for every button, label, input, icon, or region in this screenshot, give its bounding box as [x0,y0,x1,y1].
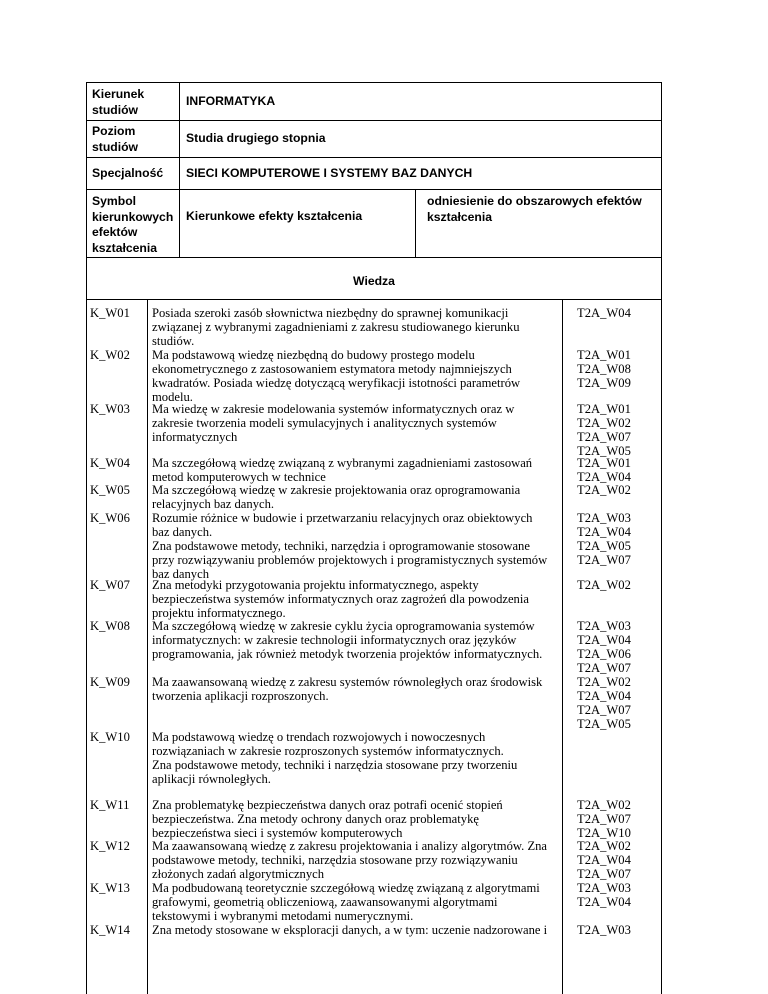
row-line: Ma wiedzę w zakresie modelowania systemów informatycznych oraz w [152,402,515,416]
row-line: bezpieczeństwa sieci i systemów komputerowych [152,826,403,841]
row-line: tekstowymi i wybranymi metodami numerycznymi. [152,909,414,924]
row-line: rozwiązaniach w zakresie rozproszonych systemów informatycznych. [152,744,504,759]
outcome-code: T2A_W07 [577,661,631,676]
row-description [152,578,558,620]
row-description [152,306,558,348]
poziom-label: Poziom studiów [92,124,139,154]
outcome-code: T2A_W10 [577,826,631,841]
row-code: K_W01 [90,306,130,320]
row-description [152,402,558,444]
outcome-code: T2A_W05 [577,444,631,459]
row-outcomes [577,483,631,497]
row-line: informatycznych: w zakresie technologii informatycznych oraz języków [152,633,517,648]
outcome-code: T2A_W05 [577,717,631,732]
outcome-code: T2A_W01 [577,402,631,416]
row-description [152,798,558,840]
row-line: baz danych [152,567,209,582]
row-line: zakresie tworzenia modeli symulacyjnych i analitycznych systemów [152,416,497,431]
row-outcomes [577,798,631,840]
row-line: związanej z wybranymi zagadnieniami z zakresu studiowanego kierunku [152,320,520,335]
row-outcomes [577,619,631,675]
outcome-code: T2A_W04 [577,689,631,704]
row-outcomes [577,456,631,484]
outcome-code: T2A_W04 [577,895,631,910]
specjalnosc-value: SIECI KOMPUTEROWE I SYSTEMY BAZ DANYCH [186,166,473,180]
outcome-code: T2A_W04 [577,525,631,540]
outcome-code: T2A_W04 [577,853,631,868]
row-line: grafowymi, geometrią obliczeniową, zaawansowanymi algorytmami [152,895,498,910]
row-outcomes [577,675,631,731]
row-line: tworzenia aplikacji rozproszonych. [152,689,329,704]
col-symbol-header: Symbol kierunkowych efektów kształcenia [92,194,174,255]
outcome-code: T2A_W02 [577,839,631,853]
row-line: programowania, jak również metodyk tworzenia projektów informatycznych. [152,647,543,662]
row-code: K_W05 [90,483,130,497]
row-line: aplikacji równoległych. [152,772,271,787]
row-line: metod komputerowych w technice [152,470,326,485]
row-code: K_W08 [90,619,130,633]
outcome-code: T2A_W02 [577,483,631,497]
row-line: baz danych. [152,525,213,540]
outcome-code: T2A_W02 [577,416,631,431]
row-code: K_W03 [90,402,130,416]
outcome-code: T2A_W07 [577,812,631,827]
row-outcomes [577,923,631,937]
row-line: ekonometrycznego z zastosowaniem estymatora metody najmniejszych [152,362,512,377]
section-title: Wiedza [353,274,395,288]
poziom-value: Studia drugiego stopnia [186,131,326,145]
row-code: K_W06 [90,511,130,525]
row-line: Ma szczegółową wiedzę związaną z wybranymi zagadnieniami zastosowań [152,456,533,470]
row-code: K_W12 [90,839,130,853]
row-code: K_W10 [90,730,130,744]
row-code: K_W04 [90,456,130,470]
row-description [152,348,558,404]
row-line: podstawowe metody, techniki, narzędzia stosowane przy rozwiązywaniu [152,853,518,868]
row-line: Ma podstawową wiedzę niezbędną do budowy prostego modelu [152,348,475,362]
outcome-code: T2A_W03 [577,923,631,937]
row-outcomes [577,348,631,390]
row-line: bezpieczeństwa systemów informatycznych oraz zagrożeń dla powodzenia [152,592,529,607]
row-line: Ma szczegółową wiedzę w zakresie projektowania oraz oprogramowania [152,483,521,497]
row-line: Posiada szeroki zasób słownictwa niezbędny do sprawnej komunikacji [152,306,509,320]
row-line: Rozumie różnice w budowie i przetwarzaniu relacyjnych oraz obiektowych [152,511,533,525]
row-line: Zna podstawowe metody, techniki i narzędzia stosowane przy tworzeniu [152,758,518,773]
outcome-code: T2A_W07 [577,553,631,568]
outcome-code: T2A_W03 [577,619,631,633]
outcome-code: T2A_W06 [577,647,631,662]
outcome-code: T2A_W09 [577,376,631,391]
specjalnosc-label: Specjalność [92,166,164,180]
row-code: K_W14 [90,923,130,937]
row-line: studiów. [152,334,195,349]
outcome-code: T2A_W03 [577,511,631,525]
outcome-code: T2A_W04 [577,306,631,320]
row-description [152,511,558,581]
row-description [152,923,558,937]
row-line: Ma zaawansowaną wiedzę z zakresu projektowania i analizy algorytmów. Zna [152,839,548,853]
row-line: Ma podbudowaną teoretycznie szczegółową wiedzę związaną z algorytmami [152,881,540,895]
row-description [152,456,558,484]
kierunek-label: Kierunek studiów [92,87,145,117]
row-line: Ma podstawową wiedzę o trendach rozwojowych i nowoczesnych [152,730,486,744]
outcome-code: T2A_W07 [577,703,631,718]
row-outcomes [577,402,631,458]
row-code: K_W11 [90,798,130,812]
row-line: Zna metodyki przygotowania projektu informatycznego, aspekty [152,578,479,592]
row-outcomes [577,306,631,320]
row-line: projektu informatycznego. [152,606,286,621]
outcome-code: T2A_W02 [577,578,631,592]
row-outcomes [577,881,631,909]
outcome-code: T2A_W02 [577,798,631,812]
row-description [152,881,558,923]
col-efekty-header: Kierunkowe efekty kształcenia [186,209,363,223]
row-code: K_W09 [90,675,130,689]
row-line: Ma zaawansowaną wiedzę z zakresu systemów równoległych oraz środowisk [152,675,543,689]
row-description [152,483,558,511]
row-line: Zna problematykę bezpieczeństwa danych oraz potrafi ocenić stopień [152,798,503,812]
row-description [152,730,558,786]
row-outcomes [577,578,631,592]
outcome-code: T2A_W01 [577,348,631,362]
row-code: K_W02 [90,348,130,362]
row-description [152,619,558,661]
row-line: relacyjnych baz danych. [152,497,275,512]
row-line: złożonych zadań algorytmicznych [152,867,325,882]
outcome-code: T2A_W07 [577,430,631,445]
row-line: Zna metody stosowane w eksploracji danych, a w tym: uczenie nadzorowane i [152,923,548,937]
outcome-code: T2A_W07 [577,867,631,882]
row-outcomes [577,839,631,881]
row-code: K_W13 [90,881,130,895]
row-line: kwadratów. Posiada wiedzę dotyczącą weryfikacji istotności parametrów [152,376,521,391]
outcome-code: T2A_W03 [577,881,631,895]
outcome-code: T2A_W08 [577,362,631,377]
col-odniesienie-header: odniesienie do obszarowych efektów kształcenia [427,194,642,224]
row-code: K_W07 [90,578,130,592]
outcome-code: T2A_W01 [577,456,631,470]
row-line: przy rozwiązywaniu problemów projektowych i programistycznych systemów [152,553,548,568]
row-outcomes [577,511,631,567]
kierunek-value: INFORMATYKA [186,94,276,108]
outcome-code: T2A_W04 [577,633,631,648]
row-description [152,839,558,881]
row-line: modelu. [152,390,193,405]
row-line: Ma szczegółową wiedzę w zakresie cyklu życia oprogramowania systemów [152,619,535,633]
outcome-code: T2A_W02 [577,675,631,689]
row-line: Zna podstawowe metody, techniki, narzędzia i oprogramowanie stosowane [152,539,530,554]
row-line: bezpieczeństwa. Zna metody ochrony danych oraz problematykę [152,812,479,827]
outcome-code: T2A_W05 [577,539,631,554]
outcome-code: T2A_W04 [577,470,631,485]
row-description [152,675,558,703]
row-line: informatycznych [152,430,238,445]
